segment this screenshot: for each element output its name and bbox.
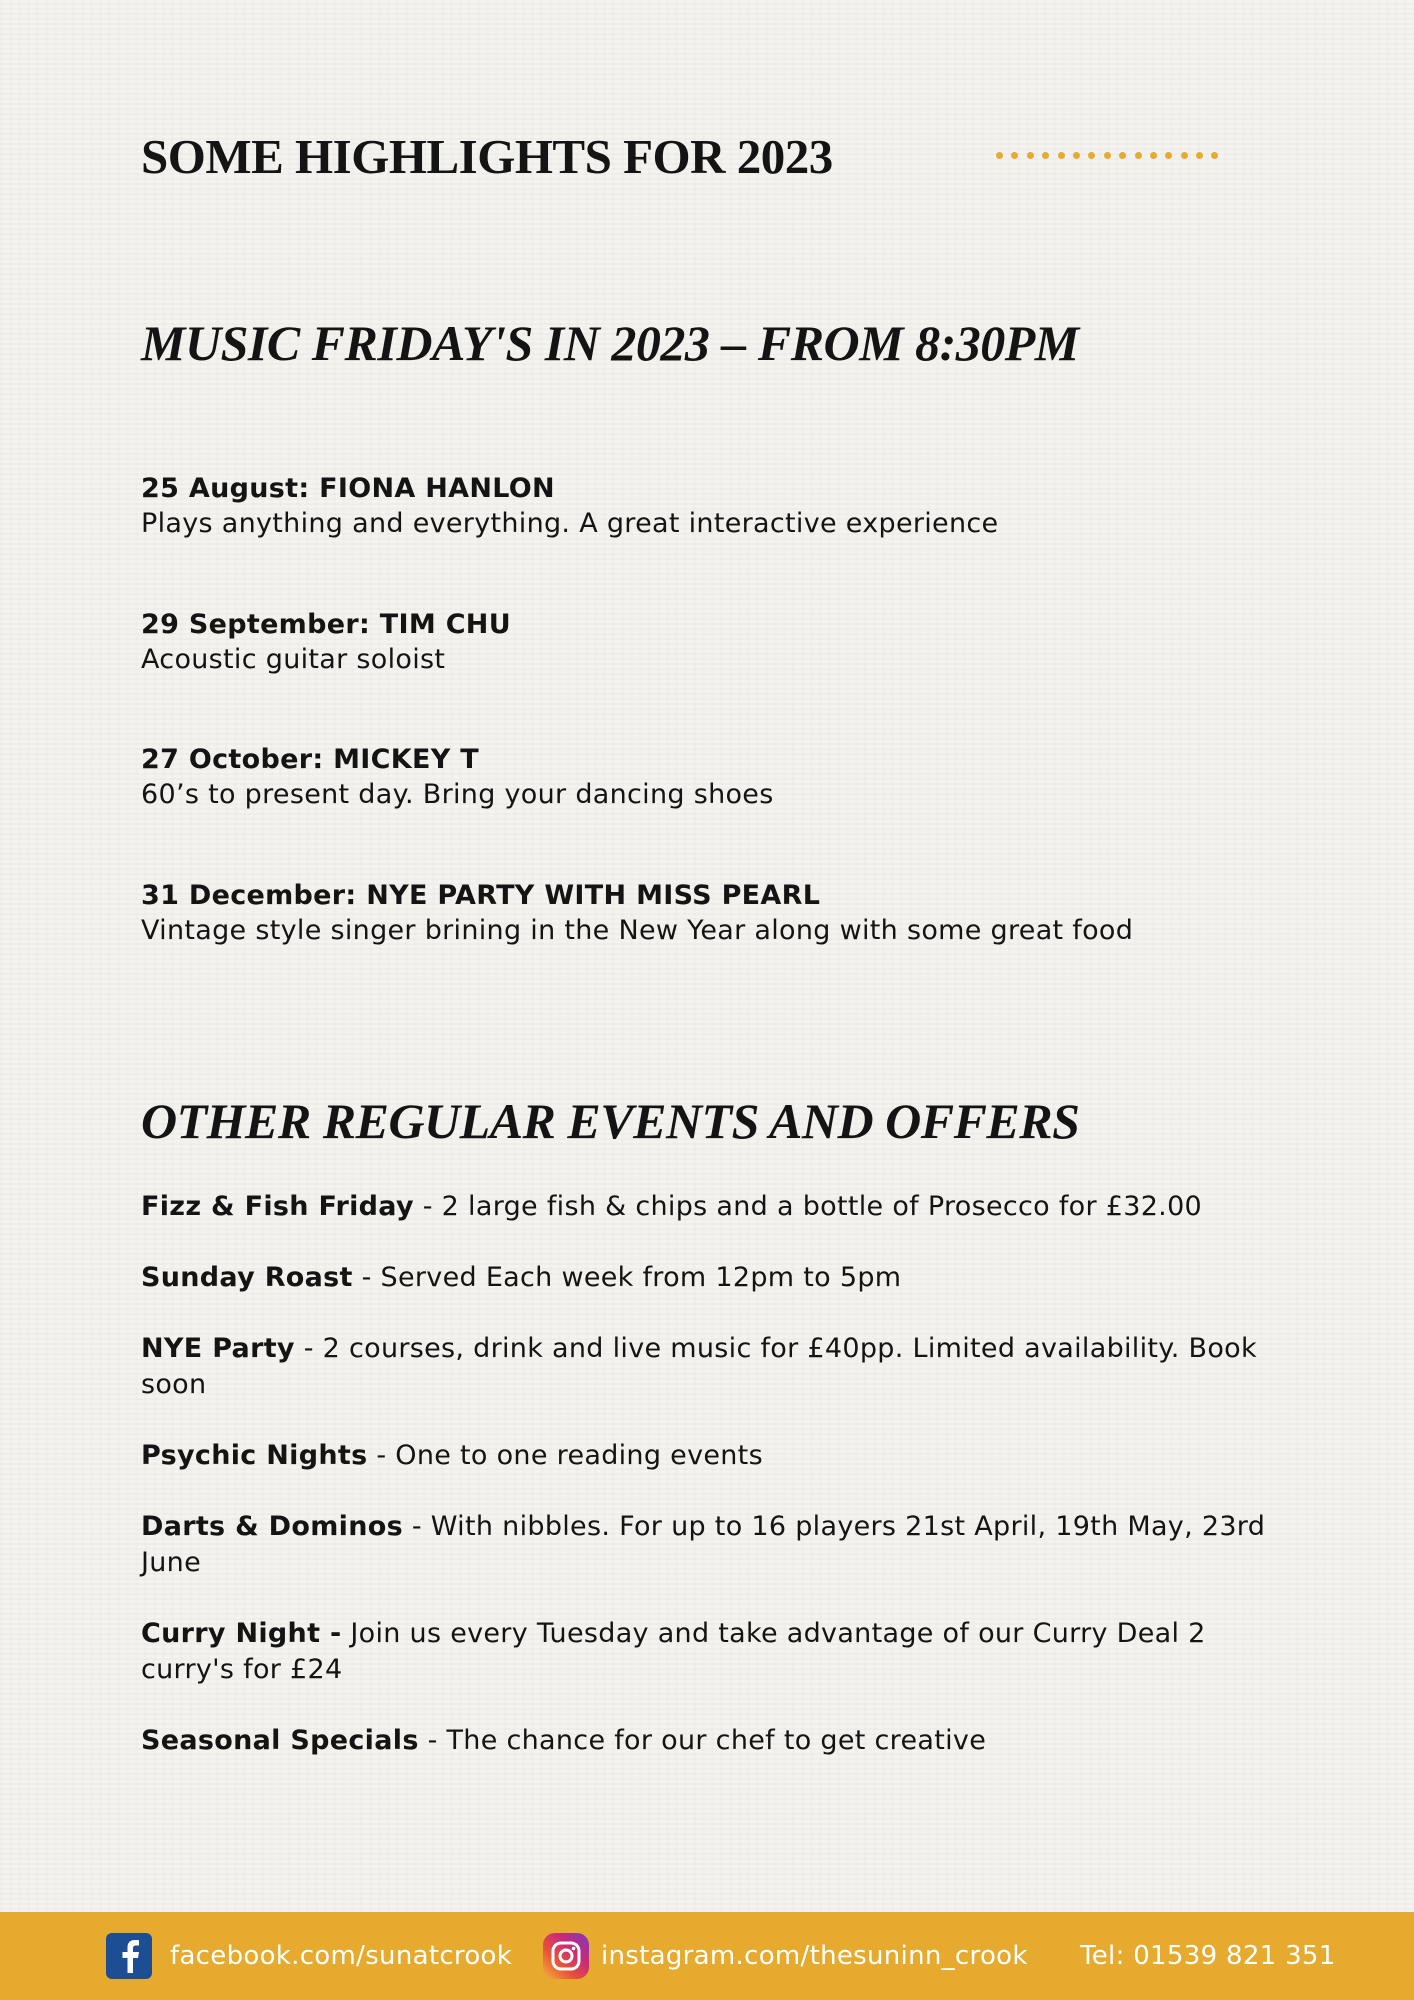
- dot: [1073, 152, 1080, 159]
- music-fridays-title: MUSIC FRIDAY'S IN 2023 – FROM 8:30PM: [141, 315, 1079, 371]
- event-description: Plays anything and everything. A great interactive experience: [141, 508, 999, 539]
- dot: [996, 152, 1003, 159]
- event-item: [141, 878, 1133, 948]
- event-heading: 29 September: TIM CHU: [141, 609, 511, 640]
- event-item: [141, 742, 774, 812]
- dot: [1058, 152, 1065, 159]
- facebook-glyph: [116, 1939, 142, 1973]
- decorative-dots: [996, 152, 1218, 159]
- facebook-icon: [106, 1933, 152, 1979]
- offer-text: Join us every Tuesday and take advantage of our Curry Deal 2 curry's for £24: [141, 1618, 1206, 1685]
- offer-text: - 2 large fish & chips and a bottle of Prosecco for £32.00: [413, 1191, 1203, 1222]
- offer-item: [141, 1260, 1271, 1296]
- dot: [1150, 152, 1157, 159]
- offer-text: - The chance for our chef to get creative: [418, 1725, 987, 1756]
- event-item: [141, 607, 511, 677]
- instagram-glyph: [550, 1940, 582, 1972]
- instagram-link[interactable]: [543, 1912, 1028, 2000]
- instagram-url: instagram.com/thesuninn_crook: [601, 1941, 1028, 1971]
- offer-item: [141, 1616, 1271, 1688]
- dot: [1042, 152, 1049, 159]
- offer-text: - With nibbles. For up to 16 players 21st April, 19th May, 23rd June: [141, 1511, 1266, 1578]
- offer-text: - One to one reading events: [367, 1440, 763, 1471]
- event-item: [141, 471, 998, 541]
- event-description: Vintage style singer brining in the New Year along with some great food: [141, 915, 1134, 946]
- offer-item: [141, 1189, 1271, 1225]
- instagram-icon: [543, 1933, 589, 1979]
- event-heading: 25 August: FIONA HANLON: [141, 473, 555, 504]
- offer-text: - 2 courses, drink and live music for £40pp. Limited availability. Book soon: [141, 1333, 1257, 1400]
- offer-name: Psychic Nights: [141, 1440, 368, 1471]
- offer-name: Fizz & Fish Friday: [141, 1191, 414, 1222]
- event-description: 60’s to present day. Bring your dancing shoes: [141, 779, 774, 810]
- offer-name: Seasonal Specials: [141, 1725, 419, 1756]
- offer-name: Darts & Dominos: [141, 1511, 403, 1542]
- dot: [1027, 152, 1034, 159]
- page-title: SOME HIGHLIGHTS FOR 2023: [141, 129, 833, 184]
- facebook-link[interactable]: [106, 1912, 512, 2000]
- offer-name: Curry Night -: [141, 1618, 342, 1649]
- dot: [1211, 152, 1218, 159]
- dot: [1165, 152, 1172, 159]
- event-heading: 31 December: NYE PARTY WITH MISS PEARL: [141, 880, 821, 911]
- offer-item: [141, 1438, 1271, 1474]
- footer-bar: [0, 1912, 1414, 2000]
- offer-item: [141, 1331, 1271, 1403]
- dot: [1104, 152, 1111, 159]
- other-events-title: OTHER REGULAR EVENTS AND OFFERS: [141, 1093, 1080, 1149]
- event-heading: 27 October: MICKEY T: [141, 744, 480, 775]
- event-description: Acoustic guitar soloist: [141, 644, 446, 675]
- offer-item: [141, 1509, 1271, 1581]
- phone-number[interactable]: Tel: 01539 821 351: [1080, 1941, 1336, 1971]
- offer-name: Sunday Roast: [141, 1262, 353, 1293]
- dot: [1011, 152, 1018, 159]
- dot: [1088, 152, 1095, 159]
- dot: [1135, 152, 1142, 159]
- offer-item: [141, 1723, 1271, 1759]
- offer-name: NYE Party: [141, 1333, 295, 1364]
- offers-list: [141, 1189, 1271, 1794]
- dot: [1119, 152, 1126, 159]
- dot: [1181, 152, 1188, 159]
- dot: [1196, 152, 1203, 159]
- offer-text: - Served Each week from 12pm to 5pm: [352, 1262, 902, 1293]
- facebook-url: facebook.com/sunatcrook: [170, 1941, 513, 1971]
